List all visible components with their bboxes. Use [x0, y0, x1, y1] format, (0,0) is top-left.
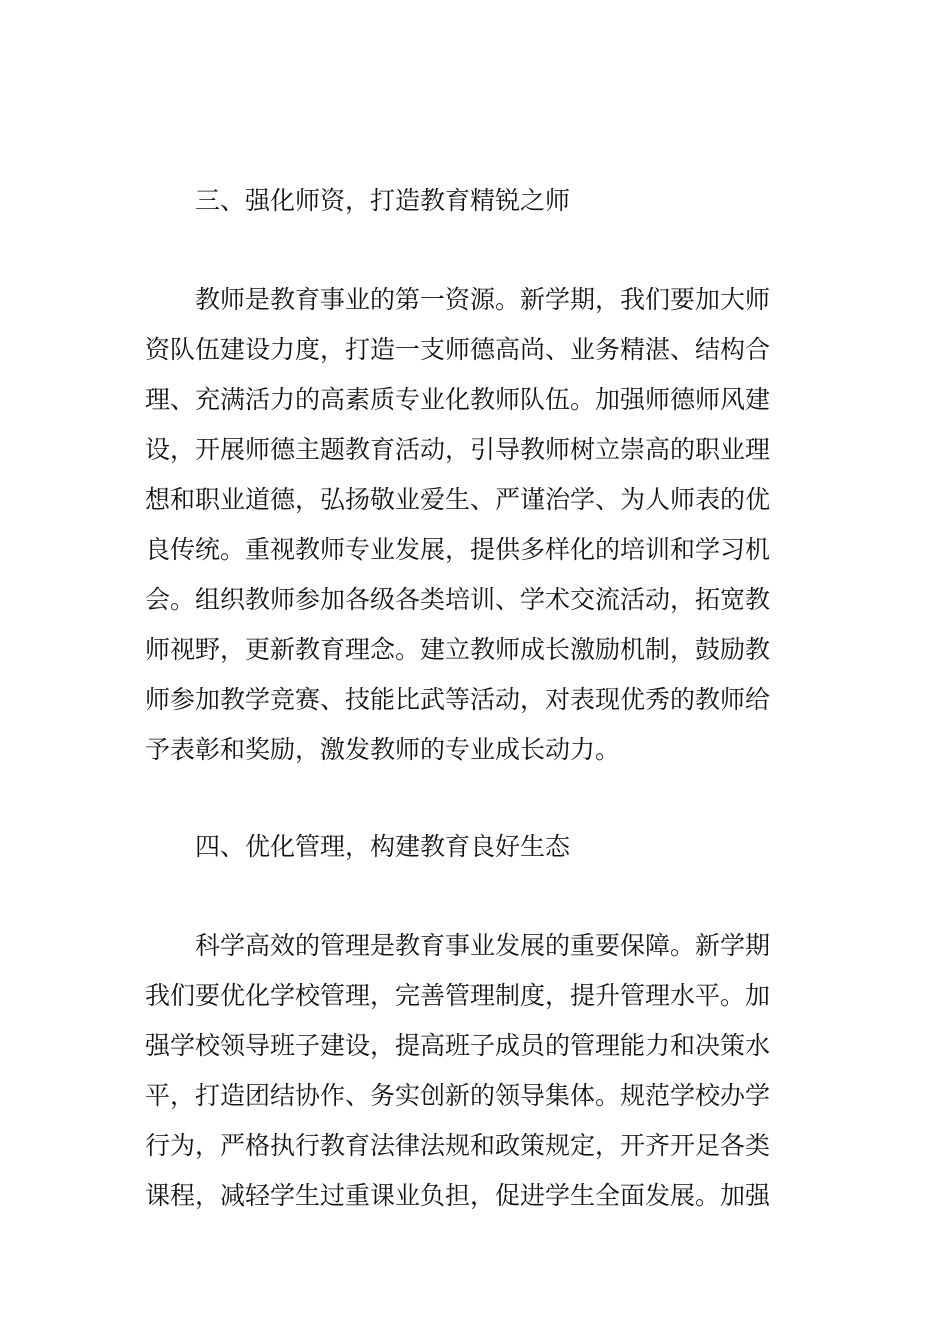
- section-3-heading: 三、强化师资，打造教育精锐之师: [195, 186, 571, 215]
- paragraph-line: 师视野，更新教育理念。建立教师成长激励机制，鼓励教: [145, 635, 771, 664]
- section-4-paragraph: [145, 921, 810, 1221]
- section-4-heading: 四、优化管理，构建教育良好生态: [195, 832, 571, 861]
- paragraph-line: 资队伍建设力度，打造一支师德高尚、业务精湛、结构合: [145, 335, 771, 364]
- paragraph-line: 会。组织教师参加各级各类培训、学术交流活动，拓宽教: [145, 585, 771, 614]
- paragraph-line: 良传统。重视教师专业发展，提供多样化的培训和学习机: [145, 535, 771, 564]
- paragraph-line: 教师是教育事业的第一资源。新学期，我们要加大师: [195, 285, 771, 314]
- section-3-paragraph: [145, 275, 810, 775]
- paragraph-line: 想和职业道德，弘扬敬业爱生、严谨治学、为人师表的优: [145, 485, 771, 514]
- paragraph-line: 课程，减轻学生过重课业负担，促进学生全面发展。加强: [145, 1181, 771, 1210]
- paragraph-line: 理、充满活力的高素质专业化教师队伍。加强师德师风建: [145, 385, 771, 414]
- paragraph-line: 平，打造团结协作、务实创新的领导集体。规范学校办学: [145, 1081, 771, 1110]
- paragraph-line: 科学高效的管理是教育事业发展的重要保障。新学期: [195, 931, 771, 960]
- paragraph-line: 予表彰和奖励，激发教师的专业成长动力。: [145, 735, 621, 764]
- paragraph-line: 强学校领导班子建设，提高班子成员的管理能力和决策水: [145, 1031, 771, 1060]
- paragraph-line: 设，开展师德主题教育活动，引导教师树立崇高的职业理: [145, 435, 771, 464]
- paragraph-line: 我们要优化学校管理，完善管理制度，提升管理水平。加: [145, 981, 771, 1010]
- paragraph-line: 师参加教学竞赛、技能比武等活动，对表现优秀的教师给: [145, 685, 771, 714]
- paragraph-line: 行为，严格执行教育法律法规和政策规定，开齐开足各类: [145, 1131, 771, 1160]
